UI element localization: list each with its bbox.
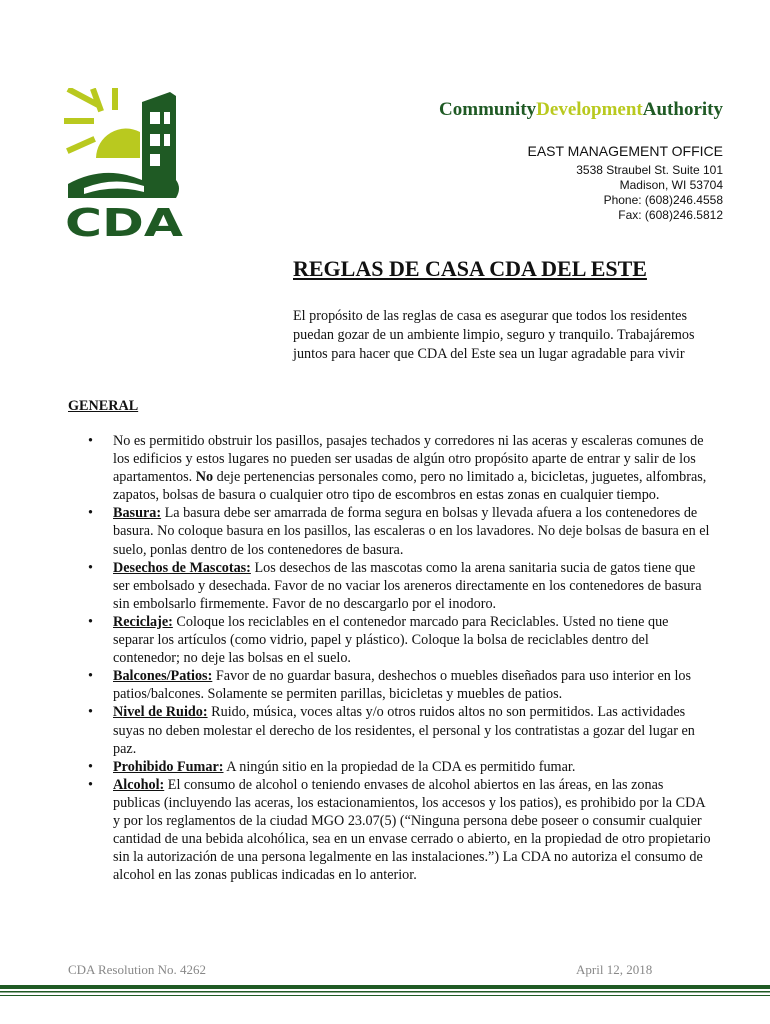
bullet-icon: • (88, 776, 93, 793)
rule-item-noise (88, 703, 712, 757)
office-title: EAST MANAGEMENT OFFICE (527, 143, 723, 159)
rule-term: Nivel de Ruido: (113, 704, 208, 721)
rules-list (88, 432, 712, 884)
rule-item-alcohol (88, 776, 712, 885)
org-name-part3: Authority (642, 99, 723, 120)
bullet-icon: • (88, 559, 93, 576)
org-name-part1: Community (439, 99, 537, 120)
rule-term: Reciclaje: (113, 613, 173, 630)
rule-text: Favor de no guardar basura, deshechos o muebles diseñados para uso interior en los patios/balcones. Solamente se permiten parillas, bicicletas y muebles de patios. (113, 668, 692, 703)
bullet-icon: • (88, 433, 93, 449)
rule-item-recycling (88, 613, 712, 667)
building-icon (142, 92, 176, 180)
rule-item-balconies (88, 667, 712, 703)
rule-text: deje pertenencias personales como, pero no limitado a, bicicletas, juguetes, alfombras, zapatos, bolsas de basura o cualquier otro tipo de escombros en estas zonas en cualquier tiempo. (113, 469, 707, 504)
bullet-icon: • (88, 668, 93, 685)
rule-item-smoking (88, 758, 712, 776)
bullet-icon: • (88, 704, 93, 721)
rule-term: Balcones/Patios: (113, 668, 213, 685)
section-heading-general: GENERAL (68, 398, 139, 414)
bullet-icon: • (88, 758, 93, 775)
rule-text: Ruido, música, voces altas y/o otros ruidos altos no son permitidos. Las actividades suyas no deben molestar el derecho de los residentes, el personal y los contratistas a gozar del lugar en paz. (113, 704, 695, 757)
rule-term: Prohibido Fumar: (113, 758, 224, 775)
fax-number: Fax: (608)246.5812 (618, 208, 723, 222)
address-line-2: Madison, WI 53704 (619, 178, 723, 192)
rule-item-pet-waste (88, 559, 712, 613)
bullet-icon: • (88, 613, 93, 630)
footer-date: April 12, 2018 (576, 962, 653, 977)
bullet-icon: • (88, 505, 93, 522)
rule-text: El consumo de alcohol o teniendo envases de alcohol abiertos en las áreas, en las zonas publicas (incluyendo las aceras, los estacionamientos, los accesos y los patios), es prohibido por la CDA y por los reglamentos de la ciudad MGO 23.07(5) (“Ninguna persona debe poseer o consumir cualquier cantidad de una bebida alcohólica, sea en un envase cerrado o abierto, en la propiedad de otro propietario sin la autorización de una persona legalmente en las instalaciones.”) La CDA no autoriza el consumo de alcohol en las zonas publicas indicadas en lo anterior. (113, 776, 711, 884)
rule-item-trash (88, 504, 712, 558)
org-name (439, 99, 723, 121)
footer-divider (0, 985, 770, 999)
rule-text: A ningún sitio en la propiedad de la CDA es permitido fumar. (223, 758, 576, 775)
rule-emphasis: No (195, 469, 214, 486)
office-address (576, 163, 723, 223)
logo-text: CDA (65, 201, 184, 240)
sun-icon (96, 129, 140, 158)
footer-resolution: CDA Resolution No. 4262 (68, 962, 206, 977)
rule-text: Los desechos de las mascotas como la arena sanitaria sucia de gatos tiene que ser embolsado y desechada. Favor de no vaciar los areneros directamente en los contenedores de basura sin embolsarlo firmemente. Favor de no descargarlo por el inodoro. (113, 559, 702, 612)
document-title: REGLAS DE CASA CDA DEL ESTE (293, 256, 647, 281)
rule-item-hallways (88, 432, 712, 504)
rule-text: Coloque los reciclables en el contenedor marcado para Reciclables. Usted no tiene que separar los artículos (como vidrio, papel y plástico). Coloque la bolsa de reciclables dentro del contenedor; no deje las bolsas en el suelo. (113, 613, 669, 667)
cda-logo (64, 88, 190, 240)
rule-term: Desechos de Mascotas: (113, 559, 251, 576)
address-line-1: 3538 Straubel St. Suite 101 (576, 163, 723, 177)
org-name-part2: Development (536, 99, 643, 120)
intro-paragraph: El propósito de las reglas de casa es asegurar que todos los residentes puedan gozar de un ambiente limpio, seguro y tranquilo. Trabajáremos juntos para hacer que CDA del Este sea un lugar agradable para vivir (293, 308, 695, 362)
rule-text: No es permitido obstruir los pasillos, pasajes techados y corredores ni las aceras y escaleras comunes de los edificios y estos lugares no pueden ser usadas de algún otro propósito aparte de entrar y salir de los apartamentos. (113, 433, 704, 486)
rule-term: Basura: (113, 505, 162, 522)
rule-text: La basura debe ser amarrada de forma segura en bolsas y llevada afuera a los contenedores de basura. No coloque basura en los pasillos, las escaleras o en los lavadores. No deje bolsas de basura en el suelo, ponlas dentro de los contenedores de basura. (113, 505, 710, 558)
rule-term: Alcohol: (113, 776, 165, 793)
phone-number: Phone: (608)246.4558 (603, 193, 723, 207)
